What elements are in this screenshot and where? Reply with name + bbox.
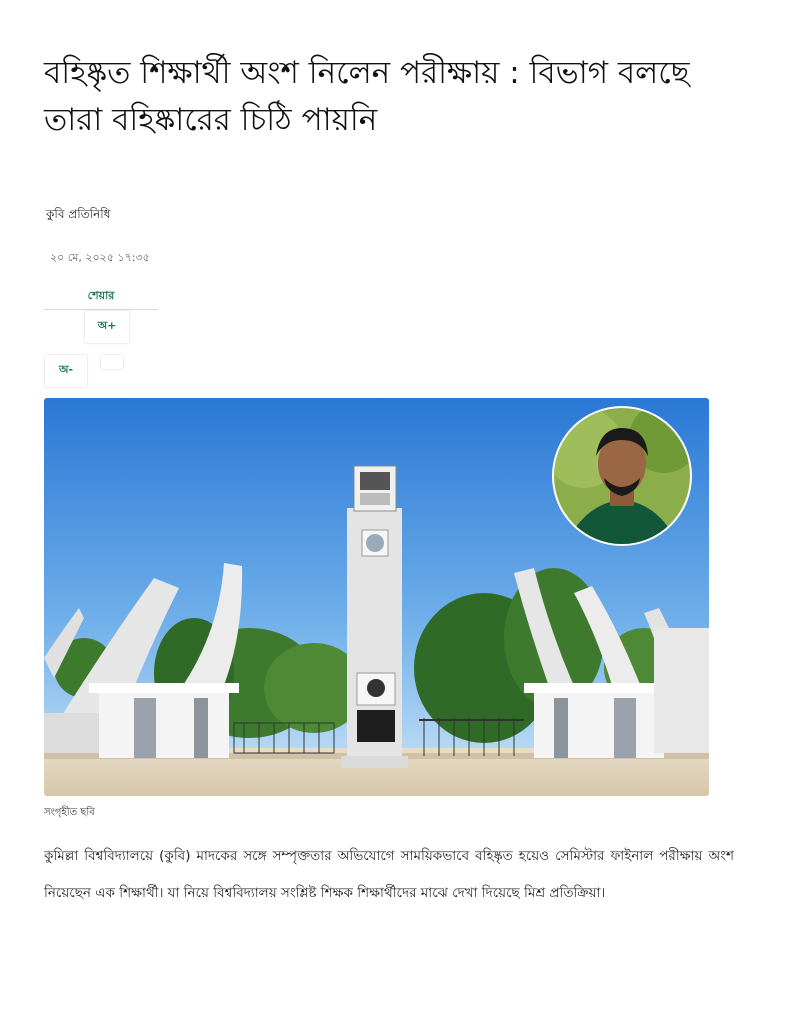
- font-increase-button[interactable]: অ+: [84, 310, 130, 344]
- campus-gate-illustration: [44, 398, 709, 796]
- font-decrease-button[interactable]: অ-: [44, 354, 88, 388]
- author-name: কুবি প্রতিনিধি: [46, 207, 111, 221]
- publish-date: ২০ মে, ২০২৫ ১৭:৩৫: [50, 251, 150, 264]
- share-button[interactable]: শেয়ার: [44, 287, 158, 310]
- article-body: কুমিল্লা বিশ্ববিদ্যালয়ে (কুবি) মাদকের সঙ্গে সম্পৃক্ততার অভিযোগে সাময়িকভাবে বহিষ্কৃত হয়েও সেমিস্টার ফাইনাল পরীক্ষায় অংশ নিয়েছেন এক শিক্ষার্থী। যা নিয়ে বিশ্ববিদ্যালয় সংশ্লিষ্ট শিক্ষক শিক্ষার্থীদের মাঝে দেখা দিয়েছে মিশ্র প্রতিক্রিয়া।: [44, 848, 734, 901]
- image-caption: সংগৃহীত ছবি: [44, 807, 95, 818]
- extra-toolbar-button[interactable]: [100, 354, 124, 370]
- article-title: বহিষ্কৃত শিক্ষার্থী অংশ নিলেন পরীক্ষায় : বিভাগ বলছে তারা বহিষ্কারের চিঠি পায়নি: [44, 55, 690, 138]
- article-photo: [44, 398, 709, 796]
